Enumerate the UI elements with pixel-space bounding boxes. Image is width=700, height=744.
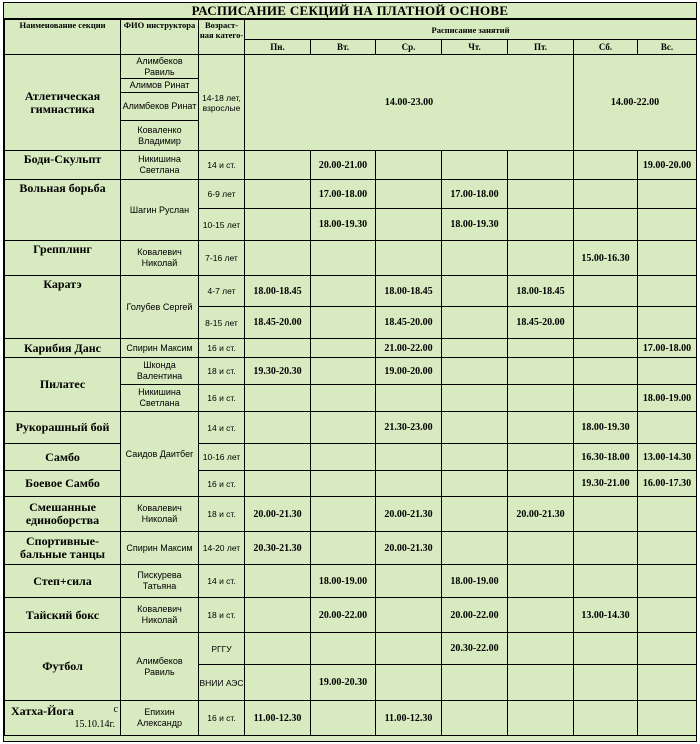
day-thu: Чт. [442, 40, 508, 55]
section-body-sculpt: Боди-Скульпт [5, 151, 121, 180]
instructor: Голубев Сергей [121, 276, 199, 339]
section-mma: Смешанные единоборства [5, 497, 121, 532]
since-date: 15.10.14г. [74, 719, 115, 730]
section-atletic: Атлетическая гимнастика [5, 55, 121, 151]
schedule-table [4, 19, 697, 736]
instructor: Пискурева Татьяна [121, 565, 199, 598]
time-slot: 17.00-18.00 [638, 339, 697, 358]
time-slot: 13.00-14.30 [638, 444, 697, 471]
section-hatha-yoga [5, 701, 121, 736]
instructor: Ковалевич Николай [121, 497, 199, 532]
section-pilates: Пилатес [5, 358, 121, 412]
section-grappling: Грепплинг [5, 241, 121, 276]
day-fri: Пт. [508, 40, 574, 55]
age-group: 4-7 лет [199, 276, 245, 307]
age-group: 16 и ст. [199, 339, 245, 358]
section-karate: Каратэ [5, 276, 121, 339]
age-group: 16 и ст. [199, 471, 245, 497]
time-slot: 16.30-18.00 [574, 444, 638, 471]
time-slot: 18.45-20.00 [245, 307, 311, 339]
age-group: 18 и ст. [199, 358, 245, 385]
day-tue: Вт. [311, 40, 376, 55]
age-group: ВНИИ АЭС [199, 665, 245, 701]
section-sambo: Самбо [5, 444, 121, 471]
age-group: 10-16 лет [199, 444, 245, 471]
instructor: Епихин Александр [121, 701, 199, 736]
time-slot: 20.00-21.00 [311, 151, 376, 180]
time-slot: 13.00-14.30 [574, 598, 638, 633]
time-slot: 18.00-19.00 [311, 565, 376, 598]
age-group: 14 и ст. [199, 412, 245, 444]
time-slot: 21.30-23.00 [376, 412, 442, 444]
age-group: 6-9 лет [199, 180, 245, 209]
time-slot: 18.00-19.00 [442, 565, 508, 598]
instructor: Шагин Руслан [121, 180, 199, 241]
time-slot: 19.00-20.00 [638, 151, 697, 180]
section-caribia: Карибия Данс [5, 339, 121, 358]
time-slot: 20.00-21.30 [376, 532, 442, 565]
time-weekdays: 14.00-23.00 [245, 55, 574, 151]
age-group: 18 и ст. [199, 497, 245, 532]
age-group: 14-18 лет, взрослые [199, 55, 245, 151]
age-group: 16 и ст. [199, 701, 245, 736]
time-slot: 19.30-21.00 [574, 471, 638, 497]
time-slot: 15.00-16.30 [574, 241, 638, 276]
day-wed: Ср. [376, 40, 442, 55]
section-thai-boxing: Тайский бокс [5, 598, 121, 633]
instructor: Алимбеков Ринат [121, 93, 199, 121]
time-slot: 20.00-22.00 [442, 598, 508, 633]
instructor: Саидов Даитбег [121, 412, 199, 497]
time-slot: 19.00-20.00 [376, 358, 442, 385]
time-slot: 20.30-22.00 [442, 633, 508, 665]
instructor: Алимбеков Равиль [121, 55, 199, 79]
time-slot: 19.00-20.30 [311, 665, 376, 701]
section-ballroom: Спортивные-бальные танцы [5, 532, 121, 565]
section-football: Футбол [5, 633, 121, 701]
instructor: Алимбеков Равиль [121, 633, 199, 701]
age-group: 18 и ст. [199, 598, 245, 633]
section-name: Хатха-Йога [11, 704, 74, 718]
time-slot: 18.00-19.30 [574, 412, 638, 444]
time-slot: 20.00-21.30 [376, 497, 442, 532]
instructor: Никишина Светлана [121, 385, 199, 412]
instructor: Спирин Максим [121, 339, 199, 358]
instructor: Никишина Светлана [121, 151, 199, 180]
instructor: Спирин Максим [121, 532, 199, 565]
day-sat: Сб. [574, 40, 638, 55]
time-slot: 18.00-19.00 [638, 385, 697, 412]
instructor: Шконда Валентина [121, 358, 199, 385]
age-group: 14 и ст. [199, 565, 245, 598]
age-group: 14 и ст. [199, 151, 245, 180]
time-slot: 17.00-18.00 [311, 180, 376, 209]
time-slot: 20.00-21.30 [245, 497, 311, 532]
age-group: 16 и ст. [199, 385, 245, 412]
page-title: РАСПИСАНИЕ СЕКЦИЙ НА ПЛАТНОЙ ОСНОВЕ [4, 3, 696, 19]
time-slot: 18.00-19.30 [442, 209, 508, 241]
time-slot: 18.45-20.00 [376, 307, 442, 339]
age-group: 7-16 лет [199, 241, 245, 276]
header-schedule: Расписание занятий [245, 20, 697, 40]
time-slot: 11.00-12.30 [245, 701, 311, 736]
day-sun: Вс. [638, 40, 697, 55]
time-slot: 18.00-19.30 [311, 209, 376, 241]
time-slot: 17.00-18.00 [442, 180, 508, 209]
time-slot: 20.30-21.30 [245, 532, 311, 565]
time-slot: 18.45-20.00 [508, 307, 574, 339]
header-age: Возраст-ная катего- [199, 20, 245, 55]
time-slot: 20.00-21.30 [508, 497, 574, 532]
section-wrestling: Вольная борьба [5, 180, 121, 241]
time-slot: 18.00-18.45 [245, 276, 311, 307]
instructor: Ковалевич Николай [121, 598, 199, 633]
age-group: 10-15 лет [199, 209, 245, 241]
instructor: Алимов Ринат [121, 79, 199, 93]
instructor: Ковалевич Николай [121, 241, 199, 276]
section-hand-combat: Рукорашный бой [5, 412, 121, 444]
time-slot: 18.00-18.45 [508, 276, 574, 307]
age-group: РГГУ [199, 633, 245, 665]
day-mon: Пн. [245, 40, 311, 55]
time-slot: 19.30-20.30 [245, 358, 311, 385]
time-slot: 16.00-17.30 [638, 471, 697, 497]
age-group: 14-20 лет [199, 532, 245, 565]
schedule-page [3, 2, 697, 742]
time-slot: 21.00-22.00 [376, 339, 442, 358]
time-weekend: 14.00-22.00 [574, 55, 697, 151]
time-slot: 11.00-12.30 [376, 701, 442, 736]
time-slot: 18.00-18.45 [376, 276, 442, 307]
section-step: Степ+сила [5, 565, 121, 598]
time-slot: 20.00-22.00 [311, 598, 376, 633]
age-group: 8-15 лет [199, 307, 245, 339]
instructor: Коваленко Владимир [121, 121, 199, 151]
header-section: Наименование секции [5, 20, 121, 55]
since-label: с [113, 704, 118, 715]
header-instructor: ФИО инструктора [121, 20, 199, 55]
section-combat-sambo: Боевое Самбо [5, 471, 121, 497]
